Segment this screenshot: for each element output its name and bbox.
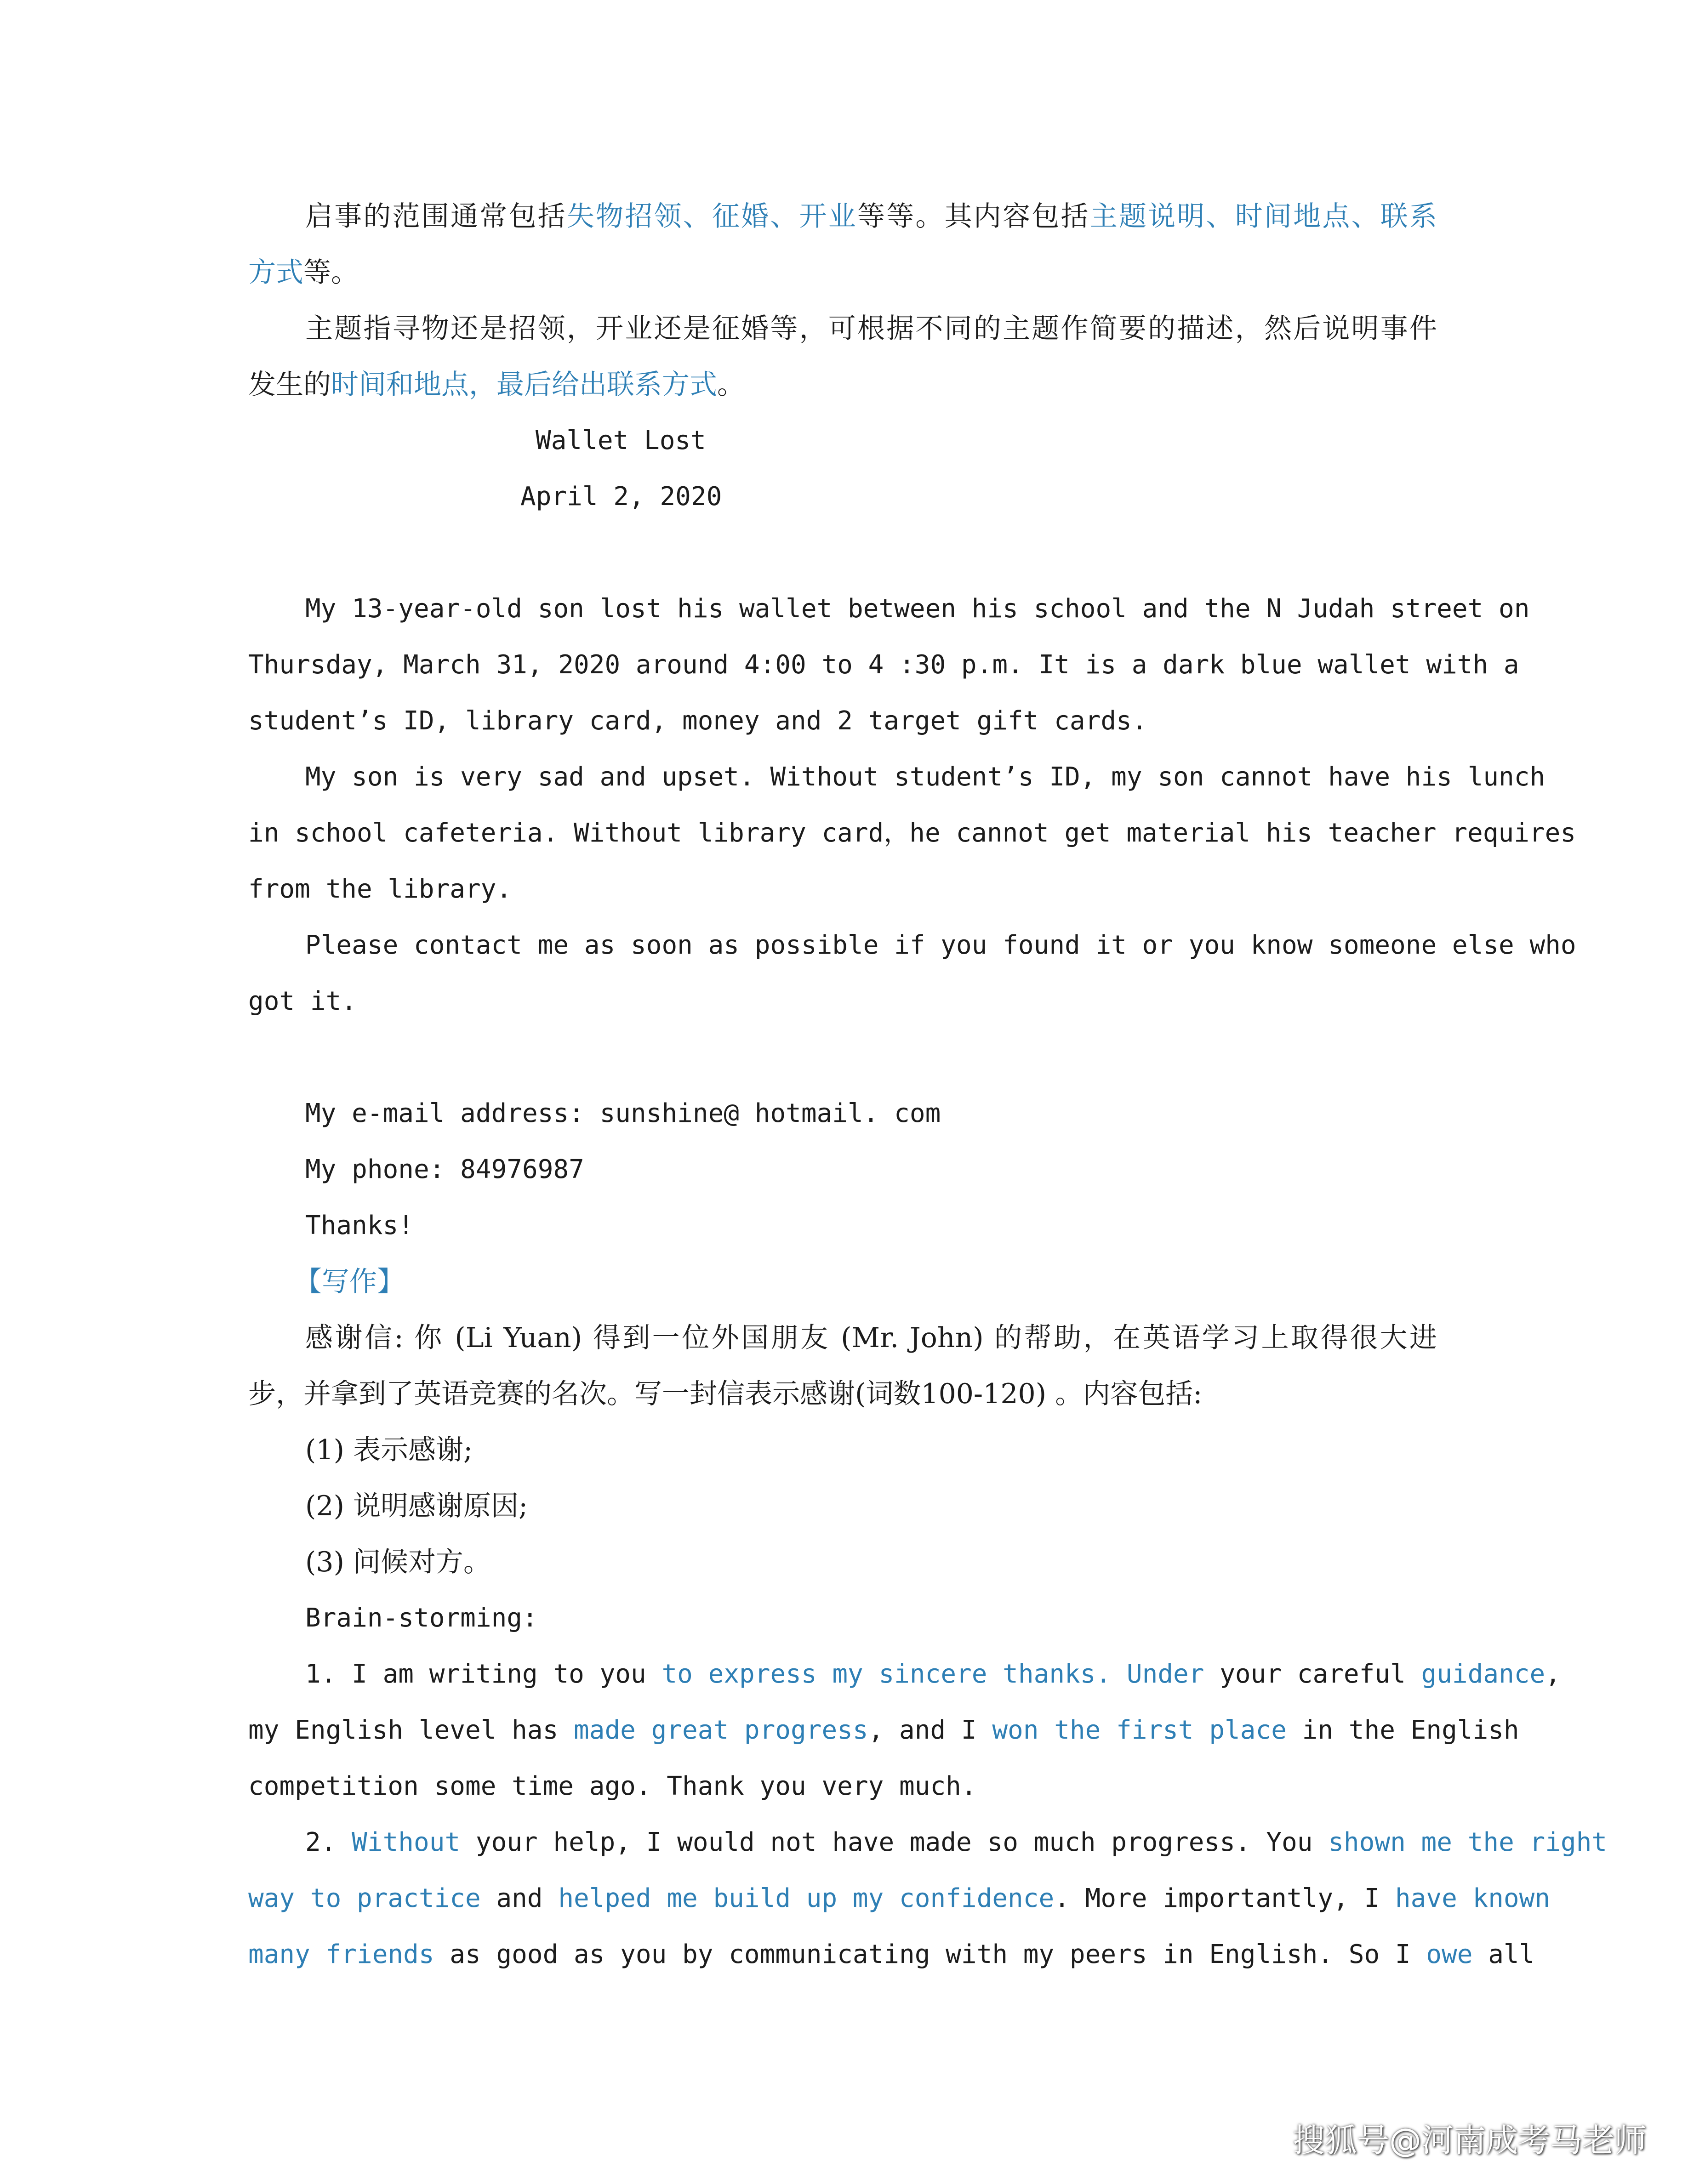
writing-item-1: (1) 表示感谢; [305, 1434, 473, 1466]
brainstorm-s2-line-3: many friends as good as you by communicating with my peers in English. So I owe all [248, 1939, 1535, 1969]
brainstorm-s1-line-2: my English level has made great progress, and I won the first place in the English [248, 1715, 1519, 1745]
intro-line-4: 发生的时间和地点，最后给出联系方式。 [248, 369, 745, 401]
notice-thanks: Thanks! [305, 1211, 414, 1240]
notice-p2-line-3: from the library. [248, 874, 512, 904]
writing-heading: 【写作】 [294, 1266, 405, 1298]
notice-email: My e-mail address: sunshine@ hotmail. com [305, 1098, 941, 1128]
notice-p3-line-2: got it. [248, 986, 357, 1016]
intro-line-2: 方式等。 [248, 256, 359, 289]
notice-p3-line-1: Please contact me as soon as possible if you found it or you know someone else who [305, 930, 1576, 960]
notice-p1-line-1: My 13-year-old son lost his wallet between his school and the N Judah street on [305, 594, 1530, 624]
brainstorm-heading: Brain-storming: [305, 1603, 538, 1633]
notice-date: April 2, 2020 [520, 482, 722, 512]
intro-line-1: 启事的范围通常包括失物招领、征婚、开业等等。其内容包括主题说明、时间地点、联系 [305, 200, 1437, 233]
notice-p1-line-3: student’s ID, library card, money and 2 target gift cards. [248, 706, 1147, 736]
brainstorm-s1-line-3: competition some time ago. Thank you very much. [248, 1771, 977, 1801]
writing-item-3: (3) 问候对方。 [305, 1546, 491, 1578]
writing-item-2: (2) 说明感谢原因; [305, 1490, 528, 1522]
writing-task-line-2: 步，并拿到了英语竞赛的名次。写一封信表示感谢(词数100-120) 。内容包括: [248, 1378, 1203, 1410]
notice-title: Wallet Lost [536, 426, 706, 455]
brainstorm-s2-line-2: way to practice and helped me build up my confidence. More importantly, I have known [248, 1883, 1551, 1913]
notice-p2-line-1: My son is very sad and upset. Without student’s ID, my son cannot have his lunch [305, 762, 1545, 792]
watermark: 搜狐号@河南成考马老师 [1293, 2121, 1647, 2159]
notice-phone: My phone: 84976987 [305, 1155, 584, 1184]
writing-task-line-1: 感谢信: 你 (Li Yuan) 得到一位外国朋友 (Mr. John) 的帮助，在英语学习上取得很大进 [305, 1322, 1437, 1354]
brainstorm-s1-line-1: 1. I am writing to you to express my sincere thanks. Under your careful guidance, [305, 1659, 1561, 1689]
notice-p1-line-2: Thursday, March 31, 2020 around 4:00 to 4 :30 p.m. It is a dark blue wallet with a [248, 650, 1519, 680]
brainstorm-s2-line-1: 2. Without your help, I would not have made so much progress. You shown me the right [305, 1827, 1608, 1857]
intro-line-3: 主题指寻物还是招领，开业还是征婚等，可根据不同的主题作简要的描述，然后说明事件 [305, 313, 1437, 345]
notice-p2-line-2: in school cafeteria. Without library card，he cannot get material his teacher requires [248, 818, 1576, 848]
